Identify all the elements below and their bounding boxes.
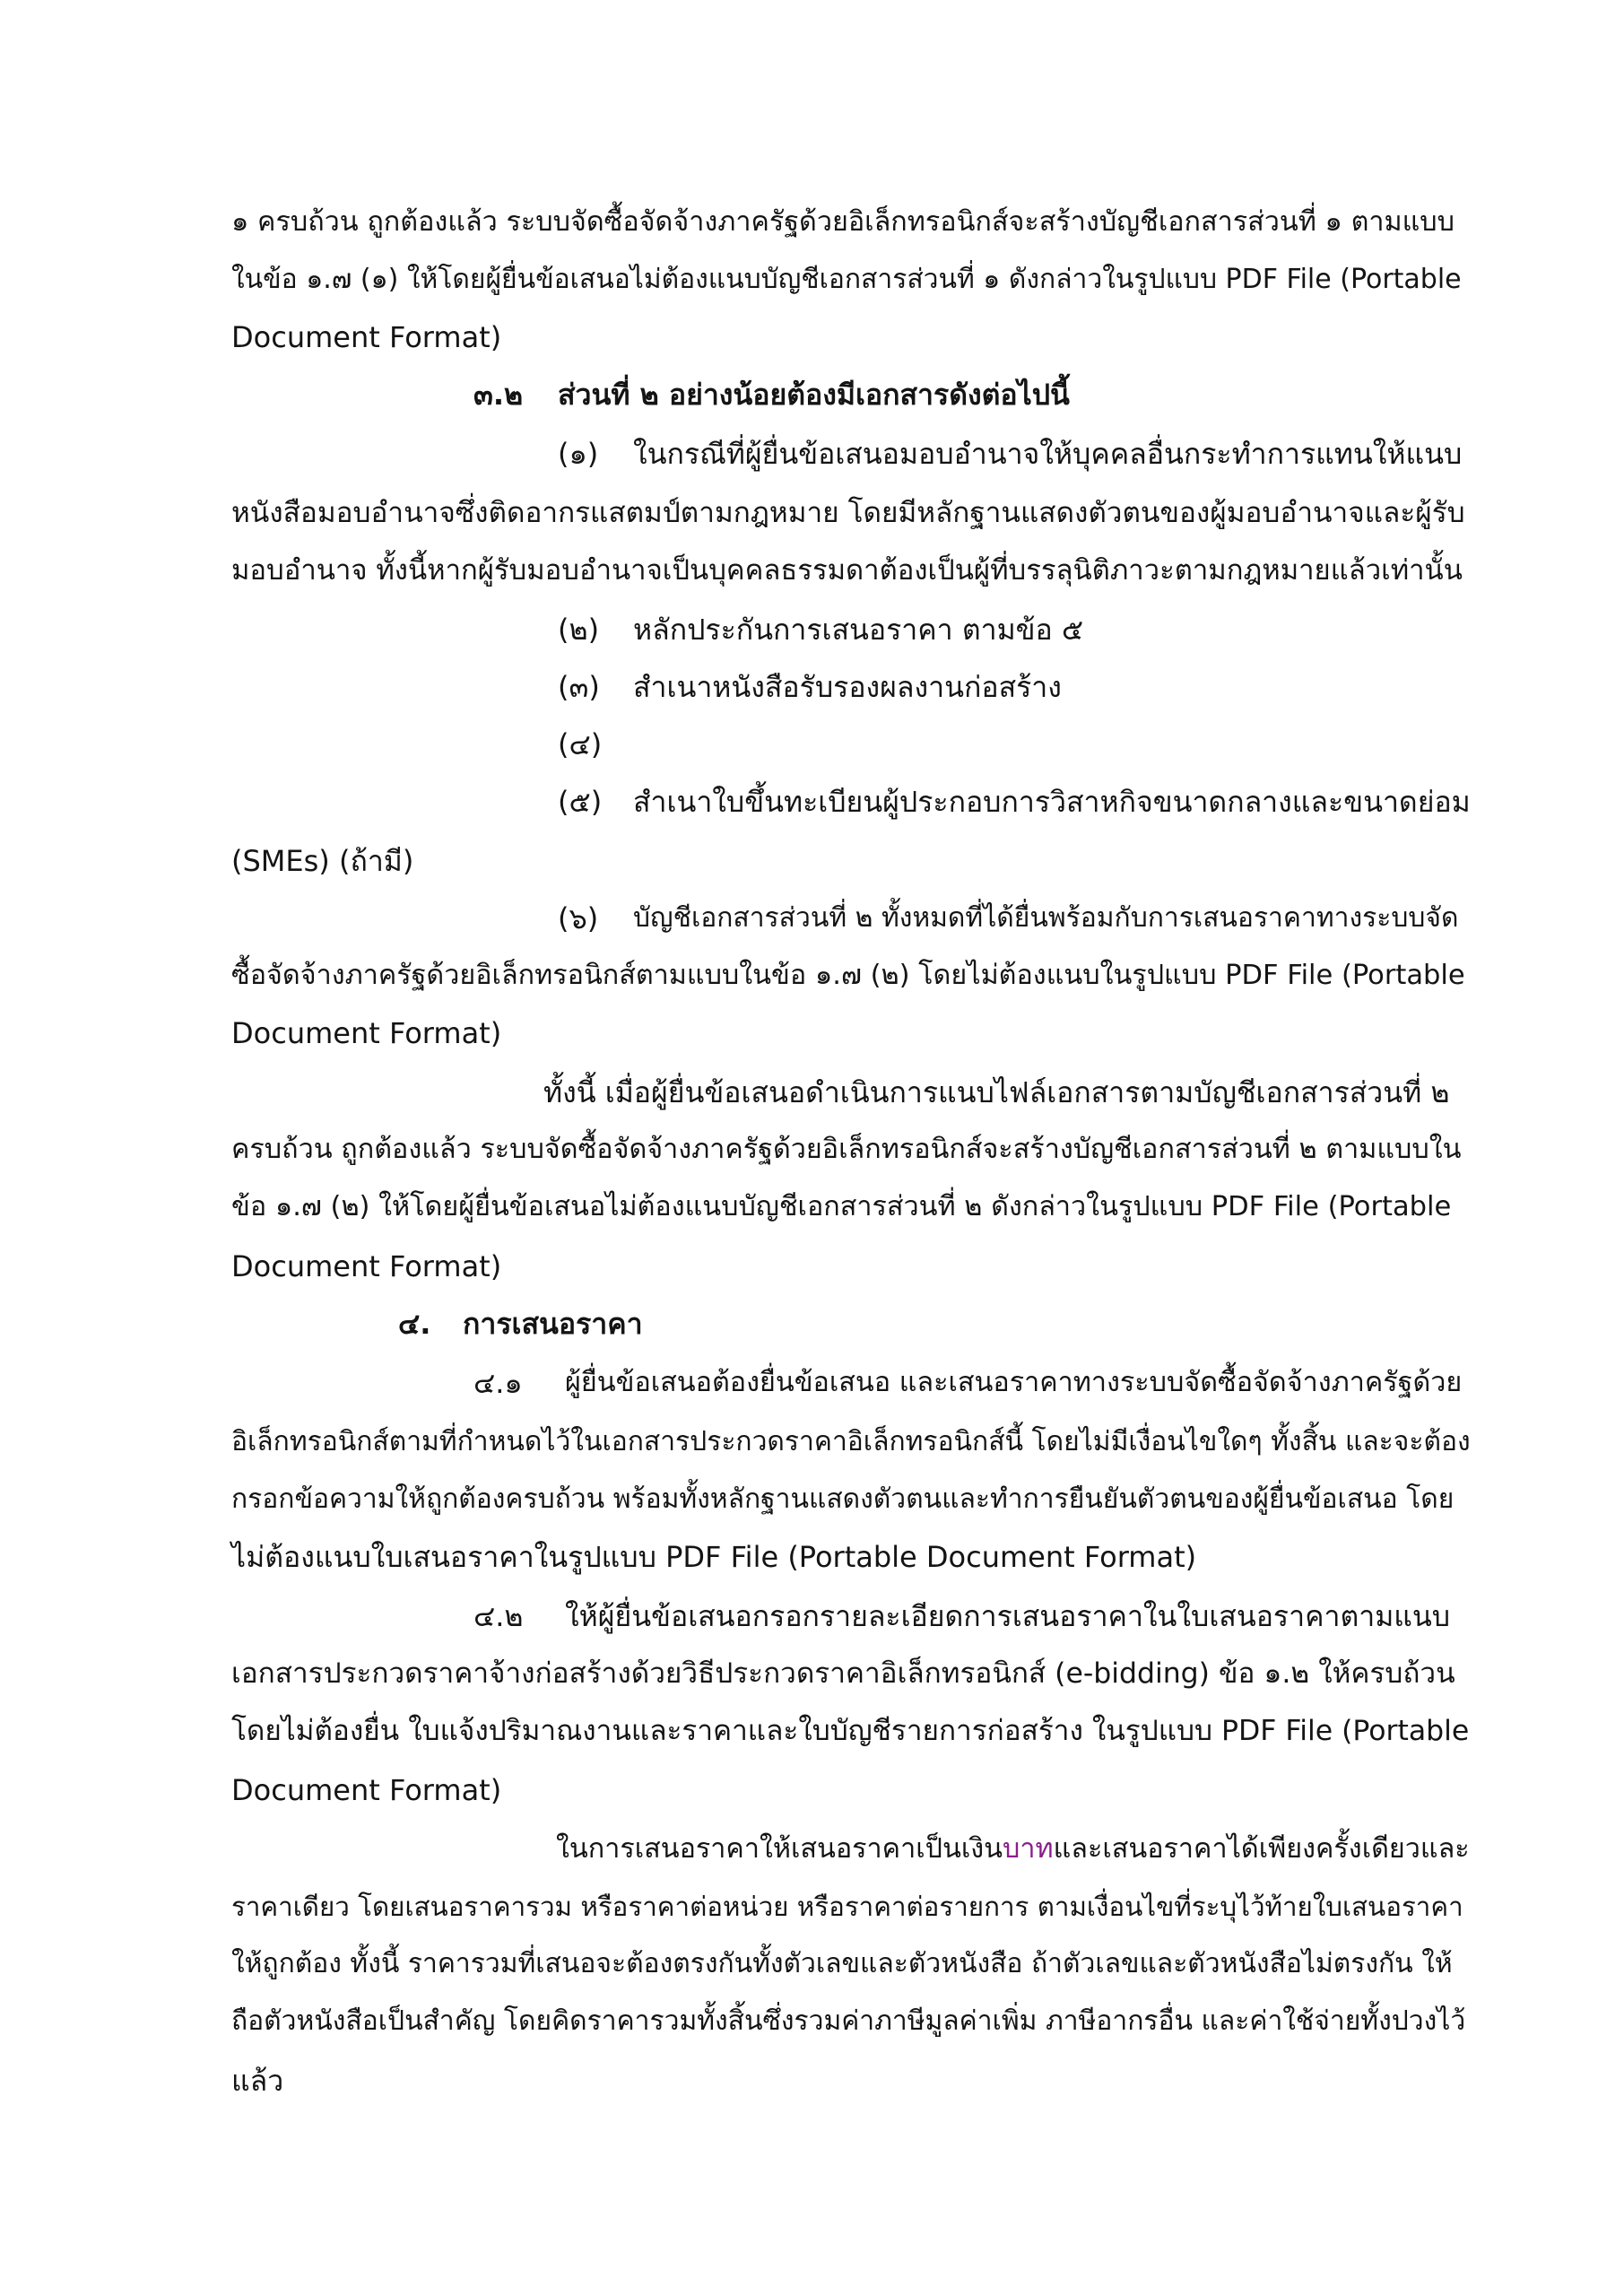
list-item-number: (๒) — [558, 613, 600, 647]
list-item-number: (๕) — [558, 785, 603, 819]
paragraph-line: มอบอำนาจ ทั้งนี้หากผู้รับมอบอำนาจเป็นบุคคลธรรมดาต้องเป็นผู้ที่บรรลุนิติภาวะตามกฎหมายแล้วเท่านั้น — [231, 554, 1463, 587]
paragraph-line: ทั้งนี้ เมื่อผู้ยื่นข้อเสนอดำเนินการแนบไฟล์เอกสารตามบัญชีเอกสารส่วนที่ ๒ — [543, 1075, 1450, 1109]
list-item-number: (๓) — [558, 670, 600, 704]
paragraph-text: ในการเสนอราคาให้เสนอราคาเป็นเงิน — [556, 1833, 1003, 1865]
list-item-number: (๑) — [558, 437, 599, 471]
paragraph-line: ในข้อ ๑.๗ (๑) ให้โดยผู้ยื่นข้อเสนอไม่ต้องแนบบัญชีเอกสารส่วนที่ ๑ ดังกล่าวในรูปแบบ PDF File (Portable — [231, 264, 1462, 295]
paragraph-line: Document Format) — [231, 1249, 502, 1283]
paragraph-line: เอกสารประกวดราคาจ้างก่อสร้างด้วยวิธีประกวดราคาอิเล็กทรอนิกส์ (e-bidding) ข้อ ๑.๒ ให้ครบถ้วน — [231, 1657, 1455, 1690]
list-item-text: หลักประกันการเสนอราคา ตามข้อ ๕ — [633, 613, 1084, 647]
paragraph-line: ซื้อจัดจ้างภาครัฐด้วยอิเล็กทรอนิกส์ตามแบบในข้อ ๑.๗ (๒) โดยไม่ต้องแนบในรูปแบบ PDF File (Portable — [231, 960, 1465, 991]
paragraph-line: (SMEs) (ถ้ามี) — [231, 844, 414, 878]
list-item-text: สำเนาหนังสือรับรองผลงานก่อสร้าง — [633, 670, 1062, 704]
list-item-text: บัญชีเอกสารส่วนที่ ๒ ทั้งหมดที่ได้ยื่นพร้อมกับการเสนอราคาทางระบบจัด — [633, 902, 1459, 934]
paragraph-line: Document Format) — [231, 1016, 502, 1050]
paragraph-line: ไม่ต้องแนบใบเสนอราคาในรูปแบบ PDF File (Portable Document Format) — [231, 1540, 1197, 1574]
paragraph-line: ครบถ้วน ถูกต้องแล้ว ระบบจัดซื้อจัดจ้างภาครัฐด้วยอิเล็กทรอนิกส์จะสร้างบัญชีเอกสารส่วนที่ ๒ ตามแบบใน — [231, 1134, 1462, 1165]
paragraph-line: ข้อ ๑.๗ (๒) ให้โดยผู้ยื่นข้อเสนอไม่ต้องแนบบัญชีเอกสารส่วนที่ ๒ ดังกล่าวในรูปแบบ PDF File (Portable — [231, 1191, 1452, 1222]
paragraph-line: ๑ ครบถ้วน ถูกต้องแล้ว ระบบจัดซื้อจัดจ้างภาครัฐด้วยอิเล็กทรอนิกส์จะสร้างบัญชีเอกสารส่วนที่ ๑ ตามแบบ — [231, 206, 1455, 238]
paragraph-line: กรอกข้อความให้ถูกต้องครบถ้วน พร้อมทั้งหลักฐานแสดงตัวตนและทำการยืนยันตัวตนของผู้ยื่นข้อเสนอ โดย — [231, 1483, 1455, 1515]
paragraph-line: แล้ว — [231, 2064, 284, 2098]
section-heading: การเสนอราคา — [463, 1307, 643, 1341]
list-item-text: ในกรณีที่ผู้ยื่นข้อเสนอมอบอำนาจให้บุคคลอื่นกระทำการแทนให้แนบ — [633, 437, 1463, 471]
paragraph-line — [556, 1830, 1470, 1869]
subsection-number: ๔.๑ — [473, 1366, 523, 1400]
paragraph-line: Document Format) — [231, 1773, 502, 1807]
paragraph-line: ให้ถูกต้อง ทั้งนี้ ราคารวมที่เสนอจะต้องตรงกันทั้งตัวเลขและตัวหนังสือ ถ้าตัวเลขและตัวหนังสือไม่ตรงกัน ให้ — [231, 1948, 1453, 1979]
section-number: ๓.๒ — [473, 378, 524, 412]
paragraph-line: ถือตัวหนังสือเป็นสำคัญ โดยคิดราคารวมทั้งสิ้นซึ่งรวมค่าภาษีมูลค่าเพิ่ม ภาษีอากรอื่น และค่าใช้จ่ายทั้งปวงไว้ — [231, 2005, 1466, 2037]
paragraph-line: ให้ผู้ยื่นข้อเสนอกรอกรายละเอียดการเสนอราคาในใบเสนอราคาตามแนบ — [565, 1599, 1451, 1633]
paragraph-text: และเสนอราคาได้เพียงครั้งเดียวและ — [1053, 1833, 1470, 1865]
paragraph-line: Document Format) — [231, 320, 502, 354]
section-heading: ส่วนที่ ๒ อย่างน้อยต้องมีเอกสารดังต่อไปนี้ — [558, 378, 1070, 412]
paragraph-line: อิเล็กทรอนิกส์ตามที่กำหนดไว้ในเอกสารประกวดราคาอิเล็กทรอนิกส์นี้ โดยไม่มีเงื่อนไขใดๆ ทั้งสิ้น และจะต้อง — [231, 1426, 1471, 1457]
section-number: ๔. — [398, 1307, 431, 1341]
paragraph-line: โดยไม่ต้องยื่น ใบแจ้งปริมาณงานและราคาและใบบัญชีรายการก่อสร้าง ในรูปแบบ PDF File (Portable — [231, 1715, 1470, 1747]
subsection-number: ๔.๒ — [473, 1599, 524, 1633]
paragraph-line: ผู้ยื่นข้อเสนอต้องยื่นข้อเสนอ และเสนอราคาทางระบบจัดซื้อจัดจ้างภาครัฐด้วย — [565, 1367, 1463, 1398]
paragraph-line: ราคาเดียว โดยเสนอราคารวม หรือราคาต่อหน่วย หรือราคาต่อรายการ ตามเงื่อนไขที่ระบุไว้ท้ายใบเสนอราคา — [231, 1892, 1463, 1922]
currency-term: บาท — [1003, 1833, 1054, 1865]
paragraph-line: หนังสือมอบอำนาจซึ่งติดอากรแสตมป์ตามกฎหมาย โดยมีหลักฐานแสดงตัวตนของผู้มอบอำนาจและผู้รับ — [231, 497, 1465, 529]
list-item-number: (๔) — [558, 727, 603, 761]
list-item-text: สำเนาใบขึ้นทะเบียนผู้ประกอบการวิสาหกิจขนาดกลางและขนาดย่อม — [633, 785, 1471, 819]
list-item-number: (๖) — [558, 901, 599, 935]
